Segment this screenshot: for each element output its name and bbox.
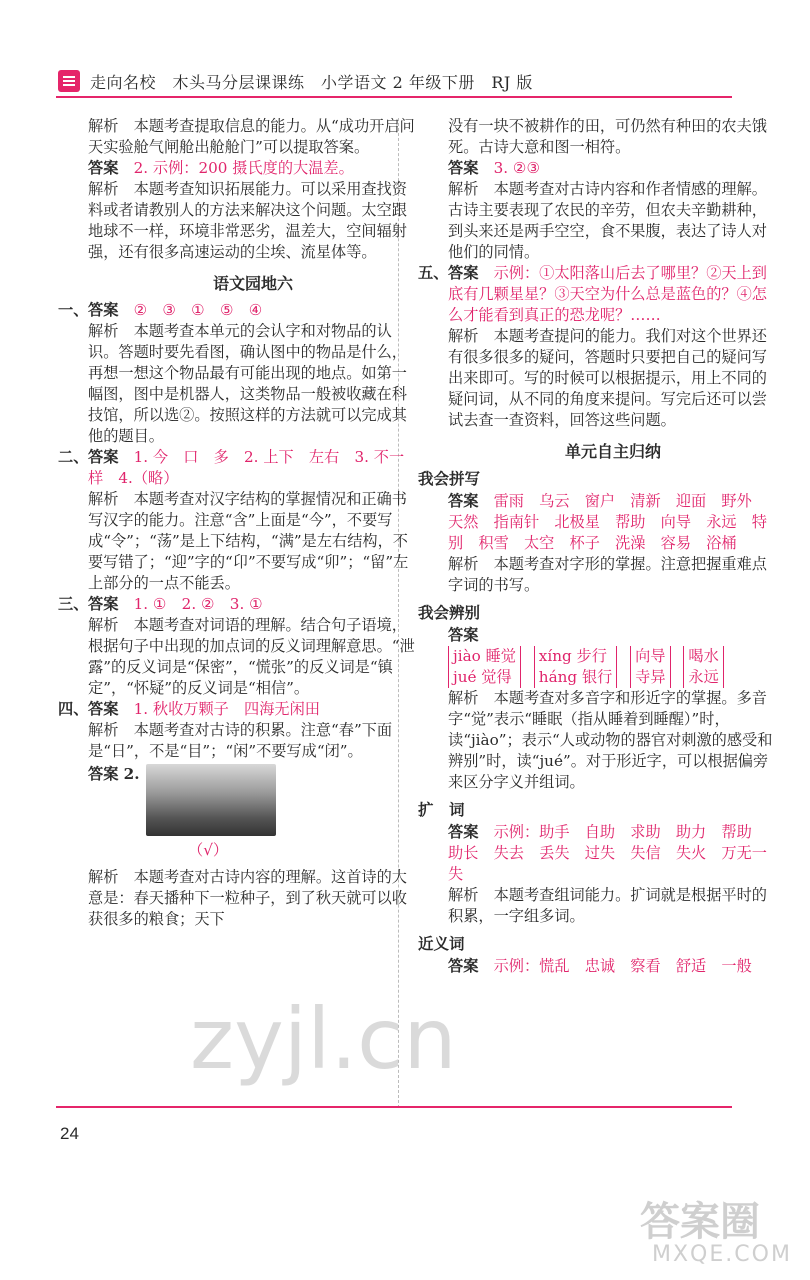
- subsection-expand-words: 扩 词: [418, 800, 465, 819]
- subsection-distinguish: 我会辨别: [418, 603, 481, 622]
- q1-explanation: 解析 本题考查本单元的会认字和对物品的认识。答题时要先看图，确认图中的物品是什么，再想一想这个物品最有可能出现的地点。如第一幅图，图中是机器人，这类物品一般被收藏在科技馆，所以选②。按照这样的方法就可以完成其他的题目。: [88, 322, 407, 445]
- poem-illustration-image: [146, 764, 276, 836]
- page-number: 24: [60, 1124, 79, 1143]
- pinyin-group-xing: xíng 步行 háng 银行: [534, 646, 618, 688]
- footer-divider: [56, 1106, 732, 1108]
- q4-answer: 四、 答案 1. 秋收万颗子 四海无闲田: [58, 700, 320, 718]
- char-group-shui: 喝水 永远: [683, 646, 723, 688]
- distinguish-answer-label: 答案: [448, 626, 479, 644]
- q4-explanation-2: 解析 本题考查对古诗内容的理解。这首诗的大意是：春天播种下一粒种子，到了秋天就可以收获很多的粮食；天下: [88, 868, 407, 928]
- header-title: 走向名校 木头马分层课课练 小学语文 2 年级下册 RJ 版: [90, 73, 533, 92]
- expand-words-answer: 答案 示例：助手 自助 求助 助力 帮助 助长 失去 丢失 过失 失信 失火 万无一失: [448, 823, 767, 883]
- q2-answer: 二、 答案 1. 今 口 多 2. 上下 左右 3. 不一样 4.（略）: [58, 448, 405, 487]
- watermark-zyjl: zyjl.cn: [190, 990, 457, 1088]
- subsection-synonyms: 近义词: [418, 934, 465, 953]
- q3-answer: 三、 答案 1. ① 2. ② 3. ①: [58, 595, 263, 613]
- q1-answer: 一、 答案 ② ③ ① ⑤ ④: [58, 301, 263, 319]
- spelling-answer: 答案 雷雨 乌云 窗户 清新 迎面 野外 天然 指南针 北极星 帮助 向导 永远 特别 积雪 太空 杯子 洗澡 容易 浴桶: [448, 492, 767, 552]
- left-column: [58, 116, 418, 930]
- watermark-url: MXQE.COM: [652, 1242, 792, 1267]
- q4-answer-3: 答案 3. ②③: [448, 159, 541, 177]
- q5-answer: 五、 答案 示例：①太阳落山后去了哪里？②天上到底有几颗星星？③天空为什么总是蓝色的？④怎么才能看到真正的恐龙呢？……: [418, 264, 767, 324]
- left-explanation-1: 解析 本题考查提取信息的能力。从“成功开启问天实验舱气闸舱出舱舱门”可以提取答案。: [88, 117, 415, 156]
- synonyms-answer: 答案 示例：慌乱 忠诚 察看 舒适 一般: [448, 957, 752, 975]
- pinyin-groups: [448, 646, 778, 688]
- spelling-explanation: 解析 本题考查对字形的掌握。注意把握重难点字词的书写。: [448, 555, 767, 594]
- section-title-yuwenyuandi: 语文园地六: [212, 274, 293, 293]
- watermark-logo: 答案圈: [640, 1199, 760, 1245]
- q4-explanation-3: 解析 本题考查对古诗内容和作者情感的理解。古诗主要表现了农民的辛劳，但农夫辛勤耕种，到头来还是两手空空，食不果腹，表达了诗人对他们的同情。: [448, 180, 767, 261]
- book-icon: [58, 70, 80, 92]
- q4-answer-2: 答案 2.: [88, 764, 418, 836]
- right-column: [418, 116, 778, 977]
- q3-explanation: 解析 本题考查对词语的理解。结合句子语境，根据句子中出现的加点词的反义词理解意思。“泄露”的反义词是“保密”，“慌张”的反义词是“镇定”，“怀疑”的反义词是“相信”。: [88, 616, 415, 697]
- q2-explanation: 解析 本题考查对汉字结构的掌握情况和正确书写汉字的能力。注意“含”上面是“今”，不要写成“令”；“荡”是上下结构，“满”是左右结构，不要写错了；“迎”字的“卬”不要写成“卯”；“留”左上部分的一点不能丢。: [88, 490, 409, 592]
- subsection-spelling: 我会拼写: [418, 469, 481, 488]
- distinguish-explanation: 解析 本题考查对多音字和形近字的掌握。多音字“觉”表示“睡眠（指从睡着到睡醒）”时，读“jiào”；表示“人或动物的器官对刺激的感受和辨别”时，读“jué”。对于形近字，可以根据偏旁来区分字义并组词。: [448, 689, 773, 791]
- header-divider: [56, 96, 732, 98]
- section-title-unit-summary: 单元自主归纳: [564, 442, 661, 461]
- q5-explanation: 解析 本题考查提问的能力。我们对这个世界还有很多很多的疑问，答题时只要把自己的疑问写出来即可。写的时候可以根据提示，用上不同的疑问词，从不同的角度来提问。写完后还可以尝试去查一查资料，回答这些问题。: [448, 327, 767, 429]
- q4-choice-mark: （√）: [188, 841, 229, 859]
- pinyin-group-jue: jiào 睡觉 jué 觉得: [448, 646, 521, 688]
- left-explanation-2: 解析 本题考查知识拓展能力。可以采用查找资料或者请教别人的方法来解决这个问题。太空跟地球不一样，环境非常恶劣，温差大，空间辐射强，还有很多高速运动的尘埃、流星体等。: [88, 180, 407, 261]
- char-group-dao: 向导 寺异: [630, 646, 670, 688]
- q4-explanation: 解析 本题考查对古诗的积累。注意“春”下面是“日”，不是“目”；“闲”不要写成“闭”。: [88, 721, 393, 760]
- right-continuation: 没有一块不被耕作的田，可仍然有种田的农夫饿死。古诗大意和图一相符。: [448, 117, 767, 156]
- left-answer-2: 答案 2. 示例：200 摄氏度的大温差。: [88, 159, 354, 177]
- expand-words-explanation: 解析 本题考查组词能力。扩词就是根据平时的积累，一字组多词。: [448, 886, 767, 925]
